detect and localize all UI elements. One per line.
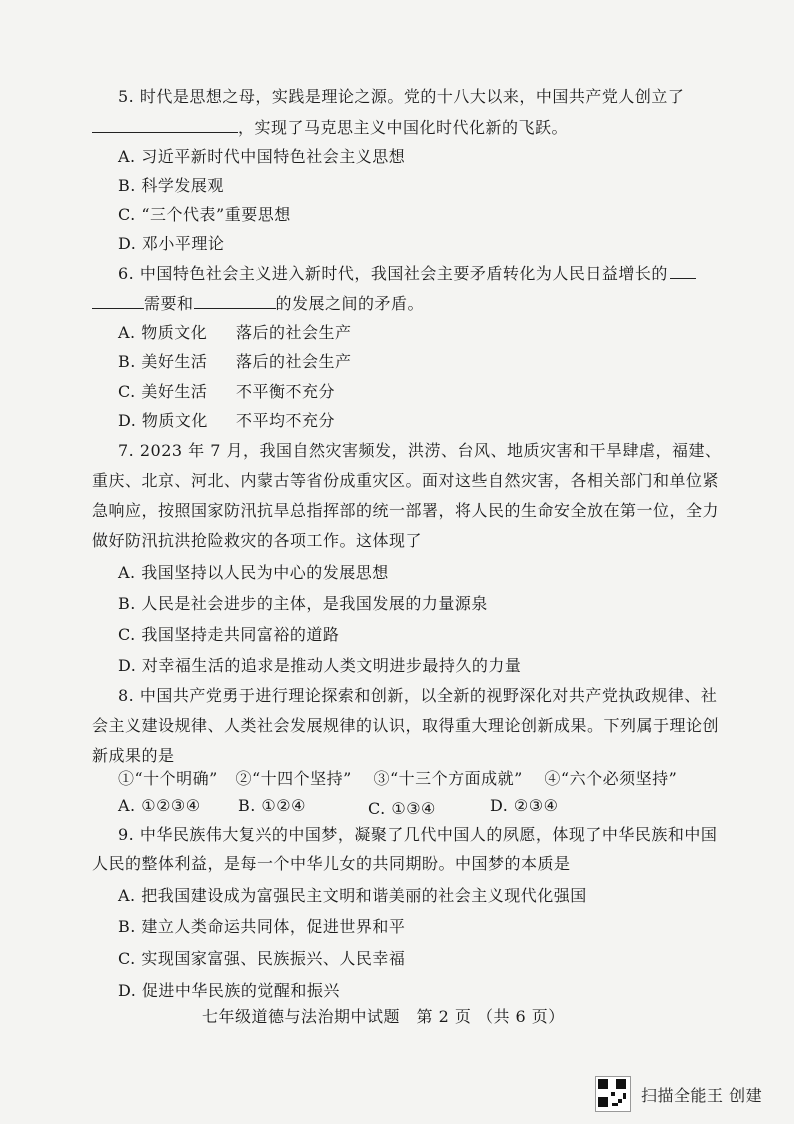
- q6-stem-line2b: 的发展之间的矛盾。: [275, 294, 425, 313]
- q6-option-b: [118, 351, 352, 373]
- q7-stem-line4: 做好防汛抗洪抢险救灾的各项工作。这体现了: [92, 531, 423, 550]
- q9-option-a: A. 把我国建设成为富强民主文明和谐美丽的社会主义现代化强国: [118, 886, 587, 905]
- q5-stem-line1: 5. 时代是思想之母，实践是理论之源。党的十八大以来，中国共产党人创立了: [118, 87, 685, 106]
- q8-stem-line2: 会主义建设规律、人类社会发展规律的认识，取得重大理论创新成果。下列属于理论创: [92, 716, 720, 735]
- q8-options: [118, 795, 559, 818]
- page-footer: 七年级道德与法治期中试题 第 2 页 （共 6 页）: [202, 1007, 565, 1026]
- q8-stem-line3: 新成果的是: [92, 746, 175, 765]
- q8-stem-line1: 8. 中国共产党勇于进行理论探索和创新，以全新的视野深化对共产党执政规律、社: [118, 686, 718, 705]
- q5-option-a: A. 习近平新时代中国特色社会主义思想: [118, 147, 406, 166]
- q6-stem-line2a: 需要和: [144, 294, 194, 313]
- q8-option-c: C. ①③④: [368, 799, 436, 818]
- q5-option-b: B. 科学发展观: [118, 176, 224, 195]
- q8-option-a: A. ①②③④: [118, 796, 201, 815]
- q9-option-c: C. 实现国家富强、民族振兴、人民幸福: [118, 949, 406, 968]
- q8-statement-3: ③“十三个方面成就”: [373, 769, 523, 788]
- answer-blank: [92, 294, 144, 309]
- q8-statement-4: ④“六个必须坚持”: [544, 769, 678, 788]
- q7-stem-line2: 重庆、北京、河北、内蒙古等省份成重灾区。面对这些自然灾害，各相关部门和单位紧: [92, 471, 720, 490]
- q9-stem-line1: 9. 中华民族伟大复兴的中国梦，凝聚了几代中国人的夙愿，体现了中华民族和中国: [118, 825, 718, 844]
- q9-option-d: D. 促进中华民族的觉醒和振兴: [118, 981, 340, 1000]
- q6-stem-line1: [118, 263, 696, 285]
- scanner-watermark-text: 扫描全能王 创建: [641, 1085, 763, 1105]
- q7-option-c: C. 我国坚持走共同富裕的道路: [118, 625, 340, 644]
- scanner-watermark: [595, 1076, 762, 1112]
- q8-statements: [118, 768, 677, 790]
- q9-option-b: B. 建立人类命运共同体，促进世界和平: [118, 917, 406, 936]
- q6-option-c-label: C. 美好生活: [118, 382, 208, 401]
- q9-stem-line2: 人民的整体利益，是每一个中华儿女的共同期盼。中国梦的本质是: [92, 854, 571, 873]
- q7-stem-line1: 7. 2023 年 7 月，我国自然灾害频发，洪涝、台风、地质灾害和干旱肆虐，福建、: [118, 441, 722, 460]
- q5-stem-line2: [92, 117, 568, 139]
- q7-option-a: A. 我国坚持以人民为中心的发展思想: [118, 563, 389, 582]
- answer-blank: [194, 294, 276, 309]
- q8-option-b: B. ①②④: [238, 796, 306, 815]
- answer-blank: [670, 264, 696, 279]
- q6-option-a-answer: 落后的社会生产: [236, 323, 352, 342]
- q6-option-c-answer: 不平衡不充分: [236, 382, 336, 401]
- qr-code-icon: [595, 1076, 631, 1112]
- q8-option-d: D. ②③④: [490, 796, 559, 815]
- q6-option-b-answer: 落后的社会生产: [236, 352, 352, 371]
- q8-statement-2: ②“十四个坚持”: [235, 769, 352, 788]
- q5-stem-line2-text: ，实现了马克思主义中国化时代化新的飞跃。: [238, 118, 569, 137]
- q6-option-a: [118, 322, 352, 344]
- q7-stem-line3: 急响应，按照国家防汛抗旱总指挥部的统一部署，将人民的生命安全放在第一位，全力: [92, 501, 720, 520]
- q6-stem-line1-text: 6. 中国特色社会主义进入新时代，我国社会主要矛盾转化为人民日益增长的: [118, 264, 668, 283]
- answer-blank: [92, 118, 238, 133]
- q6-option-d: [118, 410, 336, 432]
- q8-statement-1: ①“十个明确”: [118, 769, 218, 788]
- q6-option-d-answer: 不平均不充分: [236, 411, 336, 430]
- q6-option-b-label: B. 美好生活: [118, 352, 208, 371]
- q6-stem-line2: [92, 293, 424, 315]
- q6-option-a-label: A. 物质文化: [118, 323, 208, 342]
- q7-option-b: B. 人民是社会进步的主体，是我国发展的力量源泉: [118, 594, 488, 613]
- q6-option-c: [118, 381, 336, 403]
- q7-option-d: D. 对幸福生活的追求是推动人类文明进步最持久的力量: [118, 656, 522, 675]
- q5-option-c: C. “三个代表”重要思想: [118, 205, 291, 224]
- q5-option-d: D. 邓小平理论: [118, 234, 225, 253]
- q6-option-d-label: D. 物质文化: [118, 411, 208, 430]
